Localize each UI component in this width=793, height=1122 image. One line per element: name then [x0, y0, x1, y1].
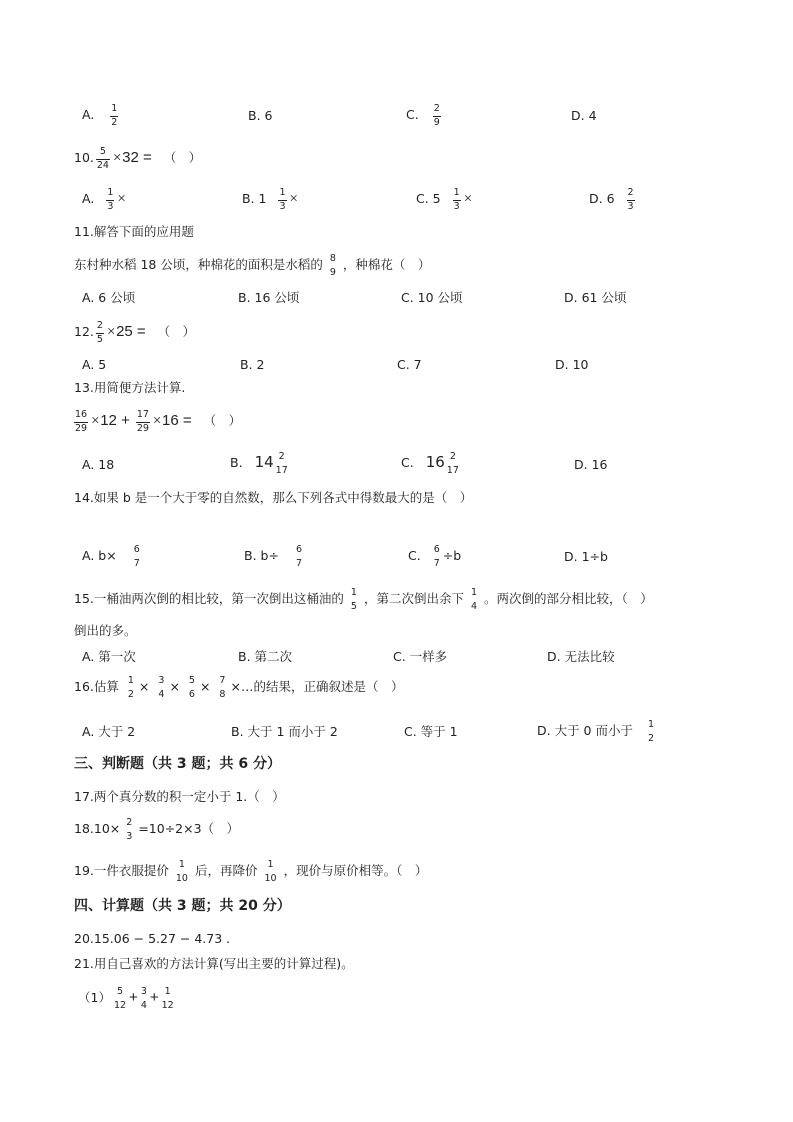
- fraction: 5 6: [188, 675, 195, 700]
- q11-title: 11.解答下面的应用题: [74, 224, 194, 239]
- fraction: 2 17: [275, 451, 288, 476]
- q13-option-c: C. 16 2 17: [401, 451, 459, 476]
- fraction: 3 4: [140, 986, 147, 1011]
- fraction: 5 12: [113, 986, 127, 1011]
- q14-stem: 14.如果 b 是一个大于零的自然数，那么下列各式中得数最大的是（ ）: [74, 490, 473, 505]
- q9-option-b: B. 6: [248, 108, 273, 123]
- q10-option-c: C. 5 $\frac{1}{3}$ ×: [416, 187, 473, 212]
- section-heading-judgement: 三、判断题（共 3 题；共 6 分）: [74, 756, 281, 772]
- q15-option-d: D. 无法比较: [547, 649, 615, 664]
- q12-option-b: B. 2: [240, 357, 265, 372]
- q11-option-d: D. 61 公顷: [564, 290, 627, 305]
- fraction: 1 4: [470, 587, 477, 612]
- fraction: 3 4: [158, 675, 165, 700]
- fraction: $\frac{17}{29}$: [136, 409, 149, 434]
- fraction: $\frac{1}{3}$: [279, 187, 286, 212]
- q13-option-d: D. 16: [574, 457, 608, 472]
- fraction: 1 10: [264, 859, 277, 884]
- fraction: 1 12: [161, 986, 174, 1011]
- section-heading-calculation: 四、计算题（共 3 题；共 20 分）: [74, 898, 291, 914]
- fraction: 2 17: [446, 451, 459, 476]
- q21-part-1: （1） 5 12 + 3 4 + 1 12: [78, 986, 174, 1011]
- fraction: 1 10: [175, 859, 188, 884]
- q9-option-c: C. $\frac{2}{9}$: [406, 103, 440, 128]
- fraction: $\frac{1}{2}$: [111, 103, 118, 128]
- fraction: $\frac{5}{24}$: [96, 146, 109, 171]
- q16-stem: 16.估算 1 2 × 3 4 × 5 6 × 7 8 ×…的结果，正确叙述是（ ）: [74, 675, 404, 700]
- q14-option-b: B. b÷ 6 7: [244, 544, 302, 569]
- q16-option-c: C. 等于 1: [404, 724, 458, 739]
- q11-option-a: A. 6 公顷: [82, 290, 136, 305]
- fraction: 6 7: [133, 544, 140, 569]
- q11-option-b: B. 16 公顷: [238, 290, 300, 305]
- q11-stem: 东村种水稻 18 公顷，种棉花的面积是水稻的 8 9 ，种棉花（ ）: [74, 253, 431, 278]
- q11-option-c: C. 10 公顷: [401, 290, 463, 305]
- q12-option-d: D. 10: [555, 357, 589, 372]
- q20-stem: 20.15.06 − 5.27 − 4.73 .: [74, 931, 231, 946]
- q14-option-d: D. 1÷b: [564, 549, 608, 564]
- q12-option-a: A. 5: [82, 357, 107, 372]
- q15-stem: 15.一桶油两次倒的相比较，第一次倒出这桶油的 1 5 ，第二次倒出余下 1 4 。两次倒的部分相比较，（ ）: [74, 587, 653, 612]
- fraction: $\frac{1}{3}$: [107, 187, 114, 212]
- q16-option-d: D. 大于 0 而小于 1 2: [537, 719, 655, 744]
- fraction: $\frac{2}{5}$: [96, 320, 103, 345]
- q15-option-b: B. 第二次: [238, 649, 293, 664]
- q14-option-a: A. b× 6 7: [82, 544, 140, 569]
- q9-option-d: D. 4: [571, 108, 597, 123]
- q12-stem: 12. $\frac{2}{5}$ ×25 = （ ）: [74, 320, 196, 345]
- q14-option-c: C. 6 7 ÷b: [408, 544, 462, 569]
- q15-option-c: C. 一样多: [393, 649, 448, 664]
- fraction: $\frac{2}{9}$: [433, 103, 440, 128]
- q16-option-b: B. 大于 1 而小于 2: [231, 724, 338, 739]
- q9-option-a: A. $\frac{1}{2}$: [82, 103, 118, 128]
- q19-stem: 19.一件衣服提价 1 10 后，再降价 1 10 ，现价与原价相等。（ ）: [74, 859, 428, 884]
- q10-stem: 10. $\frac{5}{24}$ ×32 = （ ）: [74, 146, 202, 171]
- fraction: 8 9: [329, 253, 336, 278]
- fraction: $\frac{2}{3}$: [627, 187, 634, 212]
- fraction: $\frac{16}{29}$: [75, 409, 88, 434]
- fraction: 2 3: [126, 817, 133, 842]
- q10-option-a: A. $\frac{1}{3}$ ×: [82, 187, 127, 212]
- q10-option-b: B. 1 $\frac{1}{3}$ ×: [242, 187, 299, 212]
- fraction: $\frac{1}{3}$: [453, 187, 460, 212]
- q12-option-c: C. 7: [397, 357, 422, 372]
- q18-stem: 18.10× 2 3 =10÷2×3（ ）: [74, 817, 240, 842]
- q21-stem: 21.用自己喜欢的方法计算(写出主要的计算过程)。: [74, 956, 354, 971]
- fraction: 6 7: [433, 544, 440, 569]
- fraction: 1 5: [350, 587, 357, 612]
- q13-title: 13.用简便方法计算.: [74, 380, 186, 395]
- q16-option-a: A. 大于 2: [82, 724, 136, 739]
- q15-option-a: A. 第一次: [82, 649, 136, 664]
- fraction: 1 2: [647, 719, 655, 744]
- q17-stem: 17.两个真分数的积一定小于 1.（ ）: [74, 789, 285, 804]
- q13-expression: $\frac{16}{29}$ ×12 + $\frac{17}{29}$ ×16 = （ ）: [75, 409, 242, 434]
- q13-option-a: A. 18: [82, 457, 115, 472]
- fraction: 6 7: [295, 544, 302, 569]
- q10-option-d: D. 6 $\frac{2}{3}$: [589, 187, 634, 212]
- fraction: 1 2: [127, 675, 134, 700]
- q15-stem-line2: 倒出的多。: [74, 623, 137, 638]
- q13-option-b: B. 14 2 17: [230, 451, 288, 476]
- fraction: 7 8: [219, 675, 226, 700]
